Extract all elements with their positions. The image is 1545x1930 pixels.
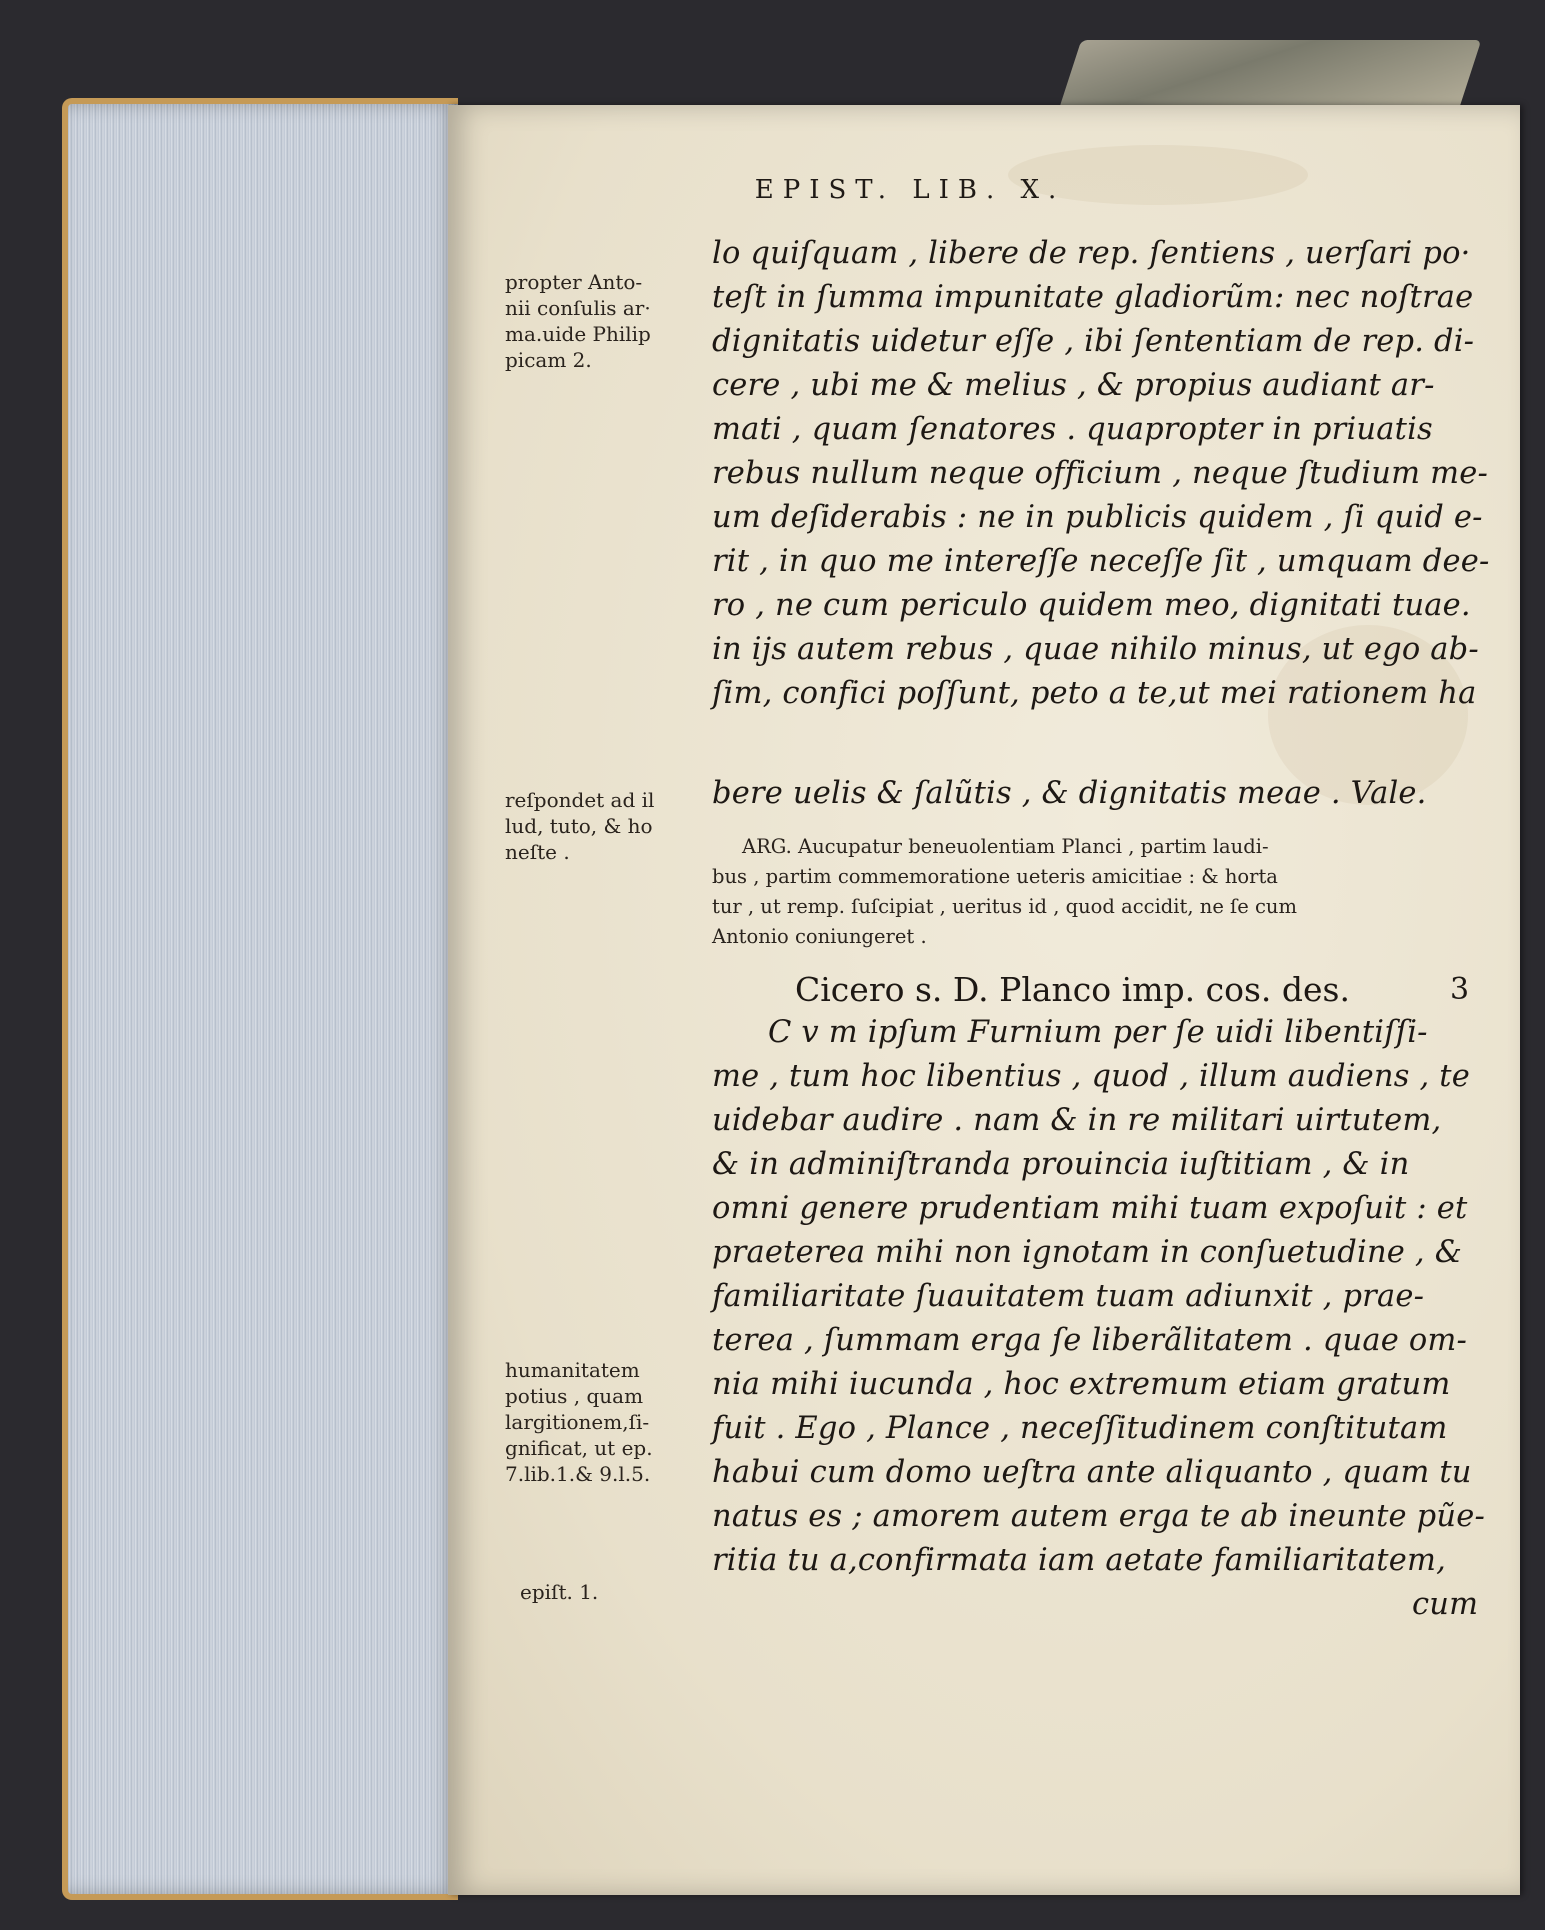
marginal-note-line: lud, tuto, & ho: [505, 814, 653, 838]
text-line: nia mihi iucunda , hoc extremum etiam gratum: [712, 1367, 1451, 1402]
marginal-note-line: propter Anto-: [505, 270, 643, 294]
text-line: fuit . Ego , Plance , neceſſitudinem conſtitutam: [712, 1411, 1448, 1446]
text-line: teſt in ſumma impunitate gladiorũm: nec noſtrae: [712, 280, 1474, 315]
letter-salutation: Cicero s. D. Planco imp. cos. des.: [795, 970, 1350, 1009]
text-line: me , tum hoc libentius , quod , illum audiens , te: [712, 1059, 1470, 1094]
text-line: dignitatis uidetur eſſe , ibi ſententiam de rep. di-: [712, 324, 1475, 359]
text-line: bere uelis & ſalũtis , & dignitatis meae . Vale.: [712, 776, 1427, 811]
text-line: praeterea mihi non ignotam in conſuetudine , &: [712, 1235, 1463, 1270]
argument-line: bus , partim commemoratione ueteris amicitiae : & horta: [712, 865, 1278, 888]
text-line: omni genere prudentiam mihi tuam expoſuit : et: [712, 1191, 1468, 1226]
bookmark-ribbon: [1059, 40, 1482, 110]
marginal-note-line: picam 2.: [505, 348, 592, 372]
argument-line: Antonio coniungeret .: [712, 925, 927, 948]
text-line: um deſiderabis : ne in publicis quidem , ſi quid e-: [712, 500, 1483, 535]
marginal-note-line: gnificat, ut ep.: [505, 1436, 653, 1460]
text-line: terea , ſummam erga ſe liberãlitatem . quae om-: [712, 1323, 1468, 1358]
marginal-note-line: reſpondet ad il: [505, 788, 655, 812]
text-line: familiaritate ſuauitatem tuam adiunxit , prae-: [712, 1279, 1425, 1314]
marginal-note-line: 7.lib.1.& 9.l.5.: [505, 1462, 651, 1486]
text-line: ſim, confici poſſunt, peto a te,ut mei rationem ha: [712, 676, 1477, 711]
marginal-note-line: largitionem,ſi-: [505, 1410, 650, 1434]
letter-number: 3: [1450, 972, 1470, 1007]
marginal-note-line: nii conſulis ar·: [505, 296, 651, 320]
text-line: uidebar audire . nam & in re militari uirtutem,: [712, 1103, 1442, 1138]
text-line: C v m ipſum Furnium per ſe uidi libentiſſi-: [768, 1015, 1428, 1050]
marginal-note-line: neſte .: [505, 840, 570, 864]
argument-line: tur , ut remp. ſuſcipiat , ueritus id , quod accidit, ne ſe cum: [712, 895, 1297, 918]
running-head: EPIST. LIB. X.: [754, 175, 1066, 205]
text-line: ro , ne cum periculo quidem meo, dignitati tuae.: [712, 588, 1471, 623]
text-line: lo quiſquam , libere de rep. ſentiens , uerſari po·: [712, 236, 1471, 271]
marginal-note-line: potius , quam: [505, 1384, 644, 1408]
marginal-note-line: humanitatem: [505, 1358, 640, 1382]
book-fore-edge: [62, 98, 458, 1900]
text-line: natus es ; amorem autem erga te ab ineunte pũe-: [712, 1499, 1486, 1534]
text-line: in ijs autem rebus , quae nihilo minus, ut ego ab-: [712, 632, 1479, 667]
catchword: cum: [1412, 1587, 1479, 1622]
text-line: cere , ubi me & melius , & propius audiant ar-: [712, 368, 1435, 403]
text-line: ritia tu a,confirmata iam aetate familiaritatem,: [712, 1543, 1447, 1578]
marginal-note-line: ma.uide Philip: [505, 322, 651, 346]
text-line: habui cum domo ueſtra ante aliquanto , quam tu: [712, 1455, 1472, 1490]
argument-line: ARG. Aucupatur beneuolentiam Planci , partim laudi-: [742, 835, 1269, 858]
text-line: rebus nullum neque officium , neque ſtudium me-: [712, 456, 1488, 491]
text-line: rit , in quo me intereſſe neceſſe ſit , umquam dee-: [712, 544, 1490, 579]
marginal-note-line: epiſt. 1.: [520, 1580, 599, 1604]
text-line: & in adminiſtranda prouincia iuſtitiam , & in: [712, 1147, 1410, 1182]
text-line: mati , quam ſenatores . quapropter in priuatis: [712, 412, 1433, 447]
